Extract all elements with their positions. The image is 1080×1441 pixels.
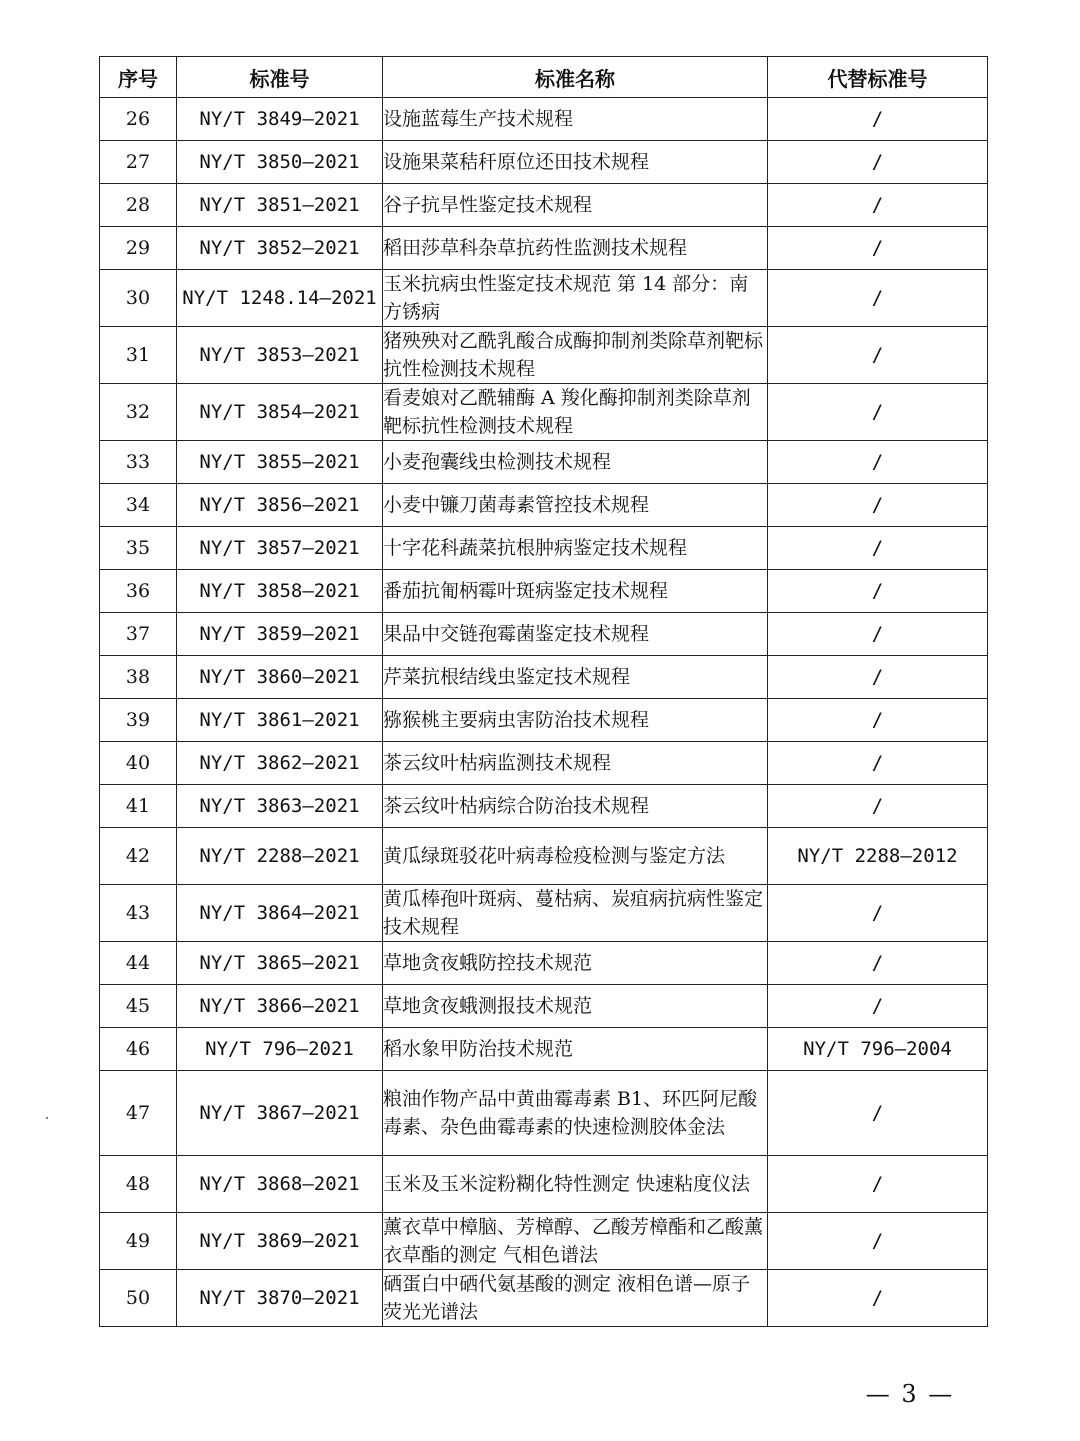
row-serial-number: 28 [100,184,177,227]
row-standard-code: NY/T 3869—2021 [177,1213,383,1270]
row-replaced-standard: / [768,270,988,327]
row-standard-code: NY/T 3867—2021 [177,1071,383,1156]
row-standard-code: NY/T 3864—2021 [177,885,383,942]
table-row [100,942,988,985]
table-row [100,441,988,484]
table-row [100,828,988,885]
row-serial-number: 49 [100,1213,177,1270]
row-standard-name: 小麦孢囊线虫检测技术规程 [383,441,768,484]
page-number: — 3 — [865,1380,955,1408]
table-row [100,985,988,1028]
row-standard-code: NY/T 3863—2021 [177,785,383,828]
header-replaced-standard: 代替标准号 [768,57,988,98]
row-replaced-standard: / [768,98,988,141]
row-standard-code: NY/T 3860—2021 [177,656,383,699]
row-standard-name: 谷子抗旱性鉴定技术规程 [383,184,768,227]
row-serial-number: 45 [100,985,177,1028]
table-row [100,1213,988,1270]
header-standard-code: 标准号 [177,57,383,98]
row-standard-name: 十字花科蔬菜抗根肿病鉴定技术规程 [383,527,768,570]
row-standard-name: 草地贪夜蛾防控技术规范 [383,942,768,985]
row-serial-number: 41 [100,785,177,828]
row-serial-number: 29 [100,227,177,270]
row-standard-name: 黄瓜绿斑驳花叶病毒检疫检测与鉴定方法 [383,828,768,885]
row-standard-code: NY/T 2288—2021 [177,828,383,885]
row-replaced-standard: / [768,985,988,1028]
header-standard-name: 标准名称 [383,57,768,98]
row-standard-code: NY/T 3853—2021 [177,327,383,384]
row-standard-name: 小麦中镰刀菌毒素管控技术规程 [383,484,768,527]
standards-table [99,56,988,1327]
table-row [100,1270,988,1327]
row-replaced-standard: / [768,785,988,828]
table-row [100,1156,988,1213]
table-row [100,141,988,184]
row-replaced-standard: / [768,184,988,227]
row-serial-number: 48 [100,1156,177,1213]
table-row [100,785,988,828]
row-replaced-standard: NY/T 2288—2012 [768,828,988,885]
row-standard-name: 玉米抗病虫性鉴定技术规范 第 14 部分：南方锈病 [383,270,768,327]
row-standard-name: 猪殃殃对乙酰乳酸合成酶抑制剂类除草剂靶标抗性检测技术规程 [383,327,768,384]
row-standard-code: NY/T 3859—2021 [177,613,383,656]
row-standard-name: 薰衣草中樟脑、芳樟醇、乙酸芳樟酯和乙酸薰衣草酯的测定 气相色谱法 [383,1213,768,1270]
row-replaced-standard: / [768,384,988,441]
table-row [100,613,988,656]
header-serial-number: 序号 [100,57,177,98]
row-replaced-standard: / [768,527,988,570]
table-header-row [100,57,988,98]
row-standard-name: 猕猴桃主要病虫害防治技术规程 [383,699,768,742]
row-standard-code: NY/T 3856—2021 [177,484,383,527]
row-standard-name: 稻田莎草科杂草抗药性监测技术规程 [383,227,768,270]
row-standard-code: NY/T 3852—2021 [177,227,383,270]
row-standard-code: NY/T 3866—2021 [177,985,383,1028]
row-serial-number: 38 [100,656,177,699]
row-serial-number: 32 [100,384,177,441]
row-standard-name: 设施蓝莓生产技术规程 [383,98,768,141]
row-replaced-standard: / [768,1071,988,1156]
row-serial-number: 50 [100,1270,177,1327]
table-row [100,270,988,327]
row-standard-code: NY/T 3870—2021 [177,1270,383,1327]
row-standard-code: NY/T 3854—2021 [177,384,383,441]
table-row [100,384,988,441]
row-replaced-standard: / [768,656,988,699]
row-standard-name: 芹菜抗根结线虫鉴定技术规程 [383,656,768,699]
row-serial-number: 44 [100,942,177,985]
table-row [100,570,988,613]
row-standard-code: NY/T 3862—2021 [177,742,383,785]
table-row [100,327,988,384]
row-standard-name: 茶云纹叶枯病综合防治技术规程 [383,785,768,828]
row-standard-name: 茶云纹叶枯病监测技术规程 [383,742,768,785]
row-serial-number: 42 [100,828,177,885]
row-standard-name: 黄瓜棒孢叶斑病、蔓枯病、炭疽病抗病性鉴定技术规程 [383,885,768,942]
row-replaced-standard: / [768,141,988,184]
row-replaced-standard: / [768,742,988,785]
row-standard-code: NY/T 3855—2021 [177,441,383,484]
row-standard-name: 稻水象甲防治技术规范 [383,1028,768,1071]
row-standard-code: NY/T 3861—2021 [177,699,383,742]
row-standard-code: NY/T 3858—2021 [177,570,383,613]
row-serial-number: 35 [100,527,177,570]
row-replaced-standard: / [768,1270,988,1327]
row-serial-number: 36 [100,570,177,613]
row-serial-number: 43 [100,885,177,942]
table-row [100,227,988,270]
row-serial-number: 31 [100,327,177,384]
row-standard-code: NY/T 3857—2021 [177,527,383,570]
row-replaced-standard: / [768,613,988,656]
row-serial-number: 34 [100,484,177,527]
row-standard-name: 玉米及玉米淀粉糊化特性测定 快速粘度仪法 [383,1156,768,1213]
row-standard-name: 看麦娘对乙酰辅酶 A 羧化酶抑制剂类除草剂靶标抗性检测技术规程 [383,384,768,441]
row-serial-number: 40 [100,742,177,785]
row-replaced-standard: / [768,942,988,985]
row-replaced-standard: / [768,699,988,742]
row-standard-name: 硒蛋白中硒代氨基酸的测定 液相色谱—原子荧光光谱法 [383,1270,768,1327]
row-standard-code: NY/T 3850—2021 [177,141,383,184]
row-serial-number: 37 [100,613,177,656]
table-row [100,484,988,527]
row-serial-number: 26 [100,98,177,141]
row-standard-name: 番茄抗匍柄霉叶斑病鉴定技术规程 [383,570,768,613]
row-serial-number: 39 [100,699,177,742]
row-replaced-standard: NY/T 796—2004 [768,1028,988,1071]
table-row [100,699,988,742]
table-row [100,656,988,699]
row-replaced-standard: / [768,1156,988,1213]
table-row [100,742,988,785]
table-row [100,885,988,942]
table-row [100,1028,988,1071]
row-serial-number: 27 [100,141,177,184]
row-standard-code: NY/T 3849—2021 [177,98,383,141]
row-serial-number: 33 [100,441,177,484]
table-row [100,184,988,227]
table-row [100,527,988,570]
table-row [100,98,988,141]
row-standard-name: 果品中交链孢霉菌鉴定技术规程 [383,613,768,656]
row-standard-code: NY/T 3851—2021 [177,184,383,227]
row-standard-name: 草地贪夜蛾测报技术规范 [383,985,768,1028]
row-replaced-standard: / [768,1213,988,1270]
table-row [100,1071,988,1156]
row-replaced-standard: / [768,885,988,942]
row-replaced-standard: / [768,327,988,384]
row-serial-number: 46 [100,1028,177,1071]
row-replaced-standard: / [768,227,988,270]
row-standard-code: NY/T 796—2021 [177,1028,383,1071]
row-serial-number: 30 [100,270,177,327]
row-standard-code: NY/T 3868—2021 [177,1156,383,1213]
row-standard-name: 粮油作物产品中黄曲霉毒素 B1、环匹阿尼酸毒素、杂色曲霉毒素的快速检测胶体金法 [383,1071,768,1156]
row-replaced-standard: / [768,570,988,613]
row-standard-code: NY/T 1248.14—2021 [177,270,383,327]
row-standard-code: NY/T 3865—2021 [177,942,383,985]
row-standard-name: 设施果菜秸秆原位还田技术规程 [383,141,768,184]
scan-speck [46,1117,48,1119]
row-replaced-standard: / [768,441,988,484]
row-serial-number: 47 [100,1071,177,1156]
row-replaced-standard: / [768,484,988,527]
